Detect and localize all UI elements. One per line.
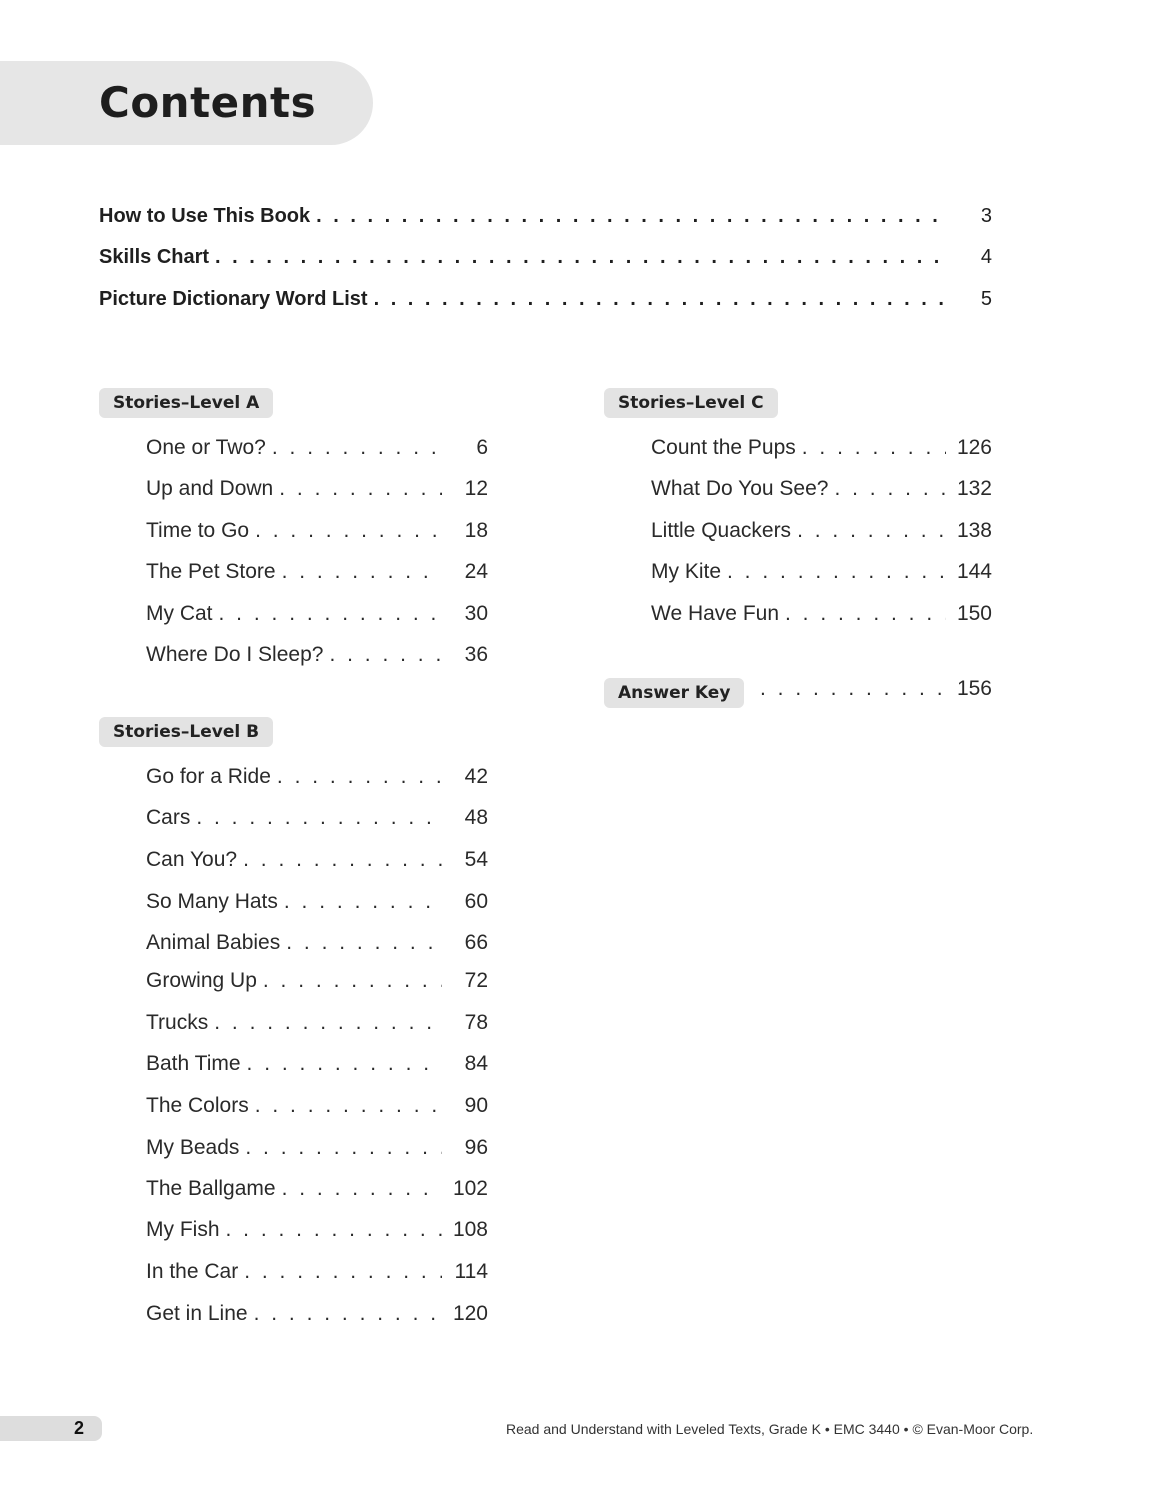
footer-credit: Read and Understand with Leveled Texts, Grade K • EMC 3440 • © Evan-Moor Corp.	[506, 1421, 1034, 1437]
dot-leader	[329, 643, 442, 667]
toc-entry-page: 12	[464, 477, 488, 500]
toc-entry-page: 90	[464, 1094, 488, 1117]
toc-entry[interactable]	[651, 602, 992, 632]
dot-leader	[214, 1011, 442, 1035]
toc-entry-page: 4	[980, 246, 992, 268]
dot-leader	[279, 477, 442, 501]
answer-key-entry[interactable]	[760, 677, 992, 707]
toc-entry[interactable]	[146, 890, 488, 920]
toc-entry-page: 18	[464, 519, 488, 542]
dot-leader	[272, 436, 442, 460]
toc-entry-page: 60	[464, 890, 488, 913]
dot-leader	[282, 560, 442, 584]
toc-entry[interactable]	[146, 806, 488, 836]
dot-leader	[219, 602, 442, 626]
toc-entry[interactable]	[146, 1052, 488, 1082]
toc-entry[interactable]	[146, 931, 488, 961]
toc-entry-page: 5	[980, 288, 992, 310]
toc-entry-label: We Have Fun	[651, 602, 779, 625]
toc-entry-label: So Many Hats	[146, 890, 278, 913]
toc-entry-label: Little Quackers	[651, 519, 792, 542]
toc-entry-label: Where Do I Sleep?	[146, 643, 324, 666]
toc-entry-page: 138	[956, 519, 992, 542]
toc-entry-page: 66	[464, 931, 488, 954]
dot-leader	[785, 602, 946, 626]
toc-entry[interactable]	[651, 519, 992, 549]
toc-entry[interactable]	[146, 560, 488, 590]
toc-entry[interactable]	[651, 436, 992, 466]
toc-entry-label: Up and Down	[146, 477, 274, 500]
dot-leader	[243, 848, 442, 872]
toc-entry-label: My Cat	[146, 602, 213, 625]
toc-entry-label: One or Two?	[146, 436, 266, 459]
toc-entry-page: 144	[956, 560, 992, 583]
toc-entry-label: The Ballgame	[146, 1177, 276, 1200]
toc-entry[interactable]	[146, 519, 488, 549]
page-number: 2	[74, 1418, 85, 1438]
dot-leader	[255, 519, 442, 543]
toc-entry-label: How to Use This Book	[99, 205, 311, 227]
toc-entry-page: 126	[956, 436, 992, 459]
toc-entry-page: 96	[464, 1136, 488, 1159]
toc-entry-page: 102	[452, 1177, 488, 1200]
toc-entry-label: What Do You See?	[651, 477, 829, 500]
toc-entry[interactable]	[146, 969, 488, 999]
toc-entry[interactable]	[146, 1094, 488, 1124]
toc-entry-label: Growing Up	[146, 969, 257, 992]
toc-entry-picture-dictionary[interactable]	[99, 288, 992, 318]
dot-leader	[245, 1136, 442, 1160]
toc-entry[interactable]	[651, 560, 992, 590]
dot-leader	[797, 519, 946, 543]
toc-entry-label: Picture Dictionary Word List	[99, 288, 368, 310]
toc-entry-label: My Beads	[146, 1136, 240, 1159]
answer-key-label: Answer Key	[604, 678, 744, 708]
dot-leader	[802, 436, 946, 460]
toc-entry-label: Trucks	[146, 1011, 209, 1034]
toc-entry[interactable]	[146, 477, 488, 507]
dot-leader	[286, 931, 442, 955]
dot-leader	[254, 1302, 442, 1326]
section-heading-level-c: Stories–Level C	[604, 388, 778, 418]
dot-leader	[760, 677, 946, 701]
toc-entry[interactable]	[146, 765, 488, 795]
toc-entry-page: 150	[956, 602, 992, 625]
page-title: Contents	[99, 78, 317, 127]
toc-entry-page: 24	[464, 560, 488, 583]
dot-leader	[277, 765, 442, 789]
dot-leader	[374, 288, 948, 311]
toc-entry-page: 54	[464, 848, 488, 871]
toc-entry-page: 108	[452, 1218, 488, 1241]
toc-entry-page: 132	[956, 477, 992, 500]
toc-entry-skills-chart[interactable]	[99, 246, 992, 276]
dot-leader	[284, 890, 442, 914]
toc-entry[interactable]	[146, 1260, 488, 1290]
toc-entry-label: Animal Babies	[146, 931, 281, 954]
toc-entry-page: 114	[454, 1260, 488, 1283]
toc-entry-label: Can You?	[146, 848, 238, 871]
toc-entry-label: Time to Go	[146, 519, 250, 542]
toc-entry-label: My Fish	[146, 1218, 220, 1241]
toc-entry[interactable]	[146, 1177, 488, 1207]
toc-entry-label: The Pet Store	[146, 560, 276, 583]
toc-entry[interactable]	[146, 1136, 488, 1166]
toc-entry-label: Bath Time	[146, 1052, 241, 1075]
toc-entry-label: Go for a Ride	[146, 765, 271, 788]
toc-entry-page: 42	[464, 765, 488, 788]
toc-entry[interactable]	[146, 643, 488, 673]
toc-entry[interactable]	[146, 1218, 488, 1248]
toc-entry-page: 84	[464, 1052, 488, 1075]
toc-entry-page: 36	[464, 643, 488, 666]
dot-leader	[316, 205, 948, 228]
dot-leader	[196, 806, 442, 830]
dot-leader	[834, 477, 946, 501]
toc-entry-page: 72	[464, 969, 488, 992]
toc-entry-label: Get in Line	[146, 1302, 248, 1325]
toc-entry-page: 3	[980, 205, 992, 227]
dot-leader	[727, 560, 946, 584]
toc-entry-label: Cars	[146, 806, 191, 829]
dot-leader	[244, 1260, 442, 1284]
toc-entry-page: 30	[464, 602, 488, 625]
toc-entry-page: 48	[464, 806, 488, 829]
dot-leader	[247, 1052, 442, 1076]
dot-leader	[255, 1094, 442, 1118]
toc-entry[interactable]	[146, 436, 488, 466]
toc-entry[interactable]	[146, 848, 488, 878]
dot-leader	[263, 969, 442, 993]
section-heading-level-a: Stories–Level A	[99, 388, 273, 418]
toc-entry-label: Skills Chart	[99, 246, 210, 268]
toc-entry[interactable]	[146, 1011, 488, 1041]
toc-entry-label: Count the Pups	[651, 436, 796, 459]
dot-leader	[226, 1218, 443, 1242]
dot-leader	[282, 1177, 442, 1201]
toc-entry[interactable]	[146, 1302, 488, 1332]
toc-entry-how-to-use[interactable]	[99, 205, 992, 235]
toc-entry[interactable]	[146, 602, 488, 632]
page-number-tab	[0, 1416, 102, 1441]
toc-entry-page: 6	[476, 436, 488, 459]
toc-entry-label: In the Car	[146, 1260, 239, 1283]
toc-entry-page: 78	[464, 1011, 488, 1034]
toc-entry-page: 120	[452, 1302, 488, 1325]
toc-entry-label: The Colors	[146, 1094, 249, 1117]
answer-key-page: 156	[956, 677, 992, 700]
dot-leader	[215, 246, 948, 269]
toc-entry-label: My Kite	[651, 560, 722, 583]
toc-entry[interactable]	[651, 477, 992, 507]
section-heading-level-b: Stories–Level B	[99, 717, 273, 747]
